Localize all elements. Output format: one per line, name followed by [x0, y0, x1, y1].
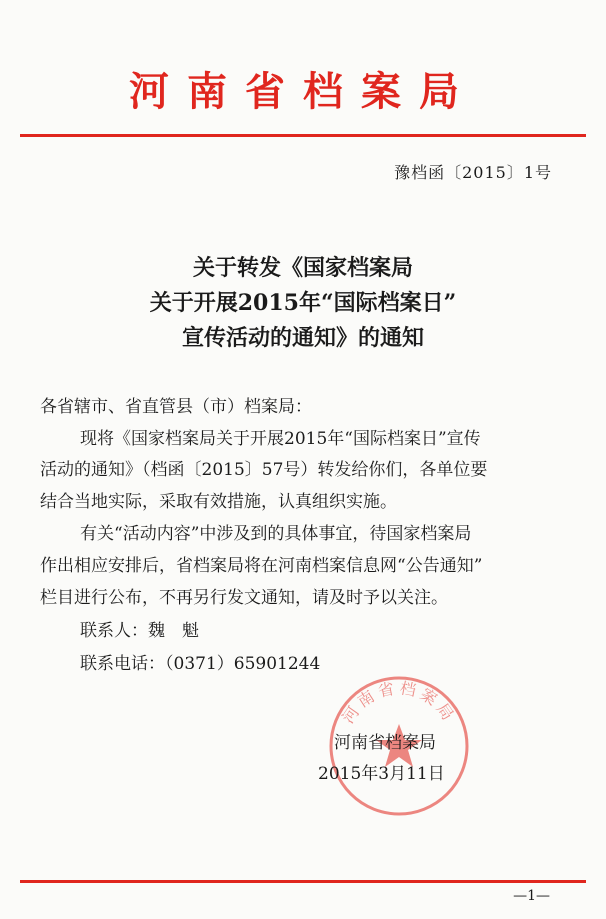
document-title-line-3: 宣传活动的通知》的通知 [181, 325, 424, 351]
document-date: 2015年3月11日 [318, 764, 445, 784]
contact-phone: 联系电话：（0371）65901244 [80, 654, 321, 674]
body-line-5: 作出相应安排后，省档案局将在河南档案信息网“公告通知” [40, 556, 483, 576]
body-line-2: 活动的通知》（档函〔2015〕57号）转发给你们，各单位要 [40, 460, 488, 480]
signature-org: 河南省档案局 [334, 733, 436, 753]
document-number: 豫档函〔2015〕1号 [394, 163, 552, 182]
body-line-1: 现将《国家档案局关于开展2015年“国际档案日”宣传 [80, 429, 481, 449]
contact-person: 联系人：魏 魁 [80, 621, 199, 641]
seal-text: 河南省档案局 [338, 678, 460, 727]
body-line-4: 有关“活动内容”中涉及到的具体事宜，待国家档案局 [80, 524, 472, 544]
document-title-line-1: 关于转发《国家档案局 [192, 255, 413, 281]
body-line-3: 结合当地实际，采取有效措施，认真组织实施。 [40, 492, 397, 512]
header-red-rule [20, 134, 586, 137]
footer-red-rule [20, 880, 586, 883]
salutation: 各省辖市、省直管县（市）档案局： [40, 397, 312, 417]
page-number: —1— [513, 888, 550, 904]
body-line-6: 栏目进行公布，不再另行发文通知，请及时予以关注。 [40, 588, 448, 608]
agency-header: 河南省档案局 [129, 69, 477, 115]
svg-text:河南省档案局 [338, 678, 459, 727]
document-title-line-2: 关于开展2015年“国际档案日” [149, 290, 457, 316]
